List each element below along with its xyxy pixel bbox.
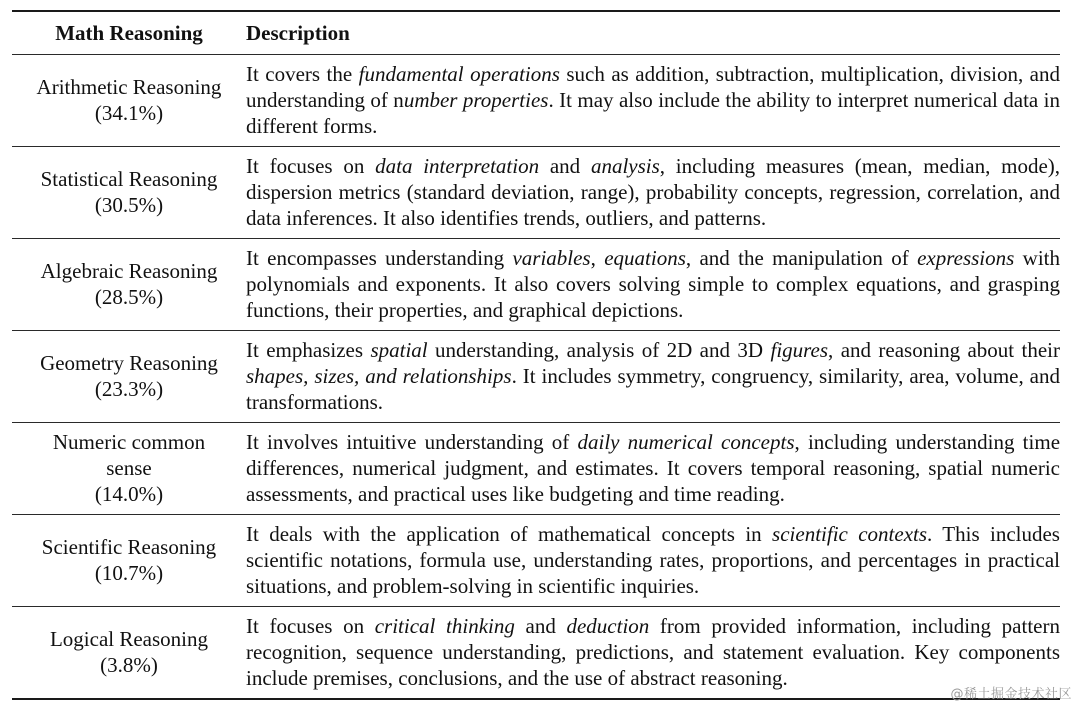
row-category-name: Geometry Reasoning	[40, 351, 218, 375]
row-label-cell	[12, 239, 246, 330]
table-row	[12, 515, 1060, 606]
description-text: It encompasses understanding	[246, 246, 513, 270]
table-header-row	[12, 12, 1060, 54]
watermark-text: @稀土掘金技术社区	[950, 687, 1072, 702]
description-emphasis: spatial	[370, 338, 428, 362]
description-text: It focuses on	[246, 154, 376, 178]
description-text: , and reasoning about their	[828, 338, 1061, 362]
row-category-name: Algebraic Reasoning	[40, 259, 218, 283]
row-category-name: Arithmetic Reasoning	[36, 75, 222, 99]
description-emphasis: shapes, sizes, and relationships	[246, 364, 512, 388]
description-emphasis: analysis	[590, 154, 660, 178]
table-bottom-rule	[12, 698, 1060, 700]
description-text: , including measures (mean, median, mode), dispersion metrics (standard deviation, range), probability concepts, regression, correlation, and data inferences. It also identifies trends, outliers, and patterns.	[246, 154, 1061, 230]
row-percentage: (34.1%)	[94, 101, 164, 125]
row-category-name: sense	[106, 456, 152, 480]
row-percentage: (23.3%)	[94, 377, 164, 401]
description-text: such as addition, subtraction, multiplication, division, and understanding of n	[246, 62, 1060, 112]
description-text: , including understanding time differences, numerical judgment, and estimates. It covers temporal reasoning, spatial numeric assessments, and practical uses like budgeting and time reading.	[246, 430, 1061, 506]
row-description-cell	[246, 147, 1060, 238]
description-text: It covers the	[246, 62, 359, 86]
description-text: from provided information, including pattern recognition, sequence understanding, predictions, and statement evaluation. Key components include premises, conclusions, and the use of abstract reasoning.	[246, 614, 1060, 690]
row-description-cell	[246, 607, 1060, 698]
description-emphasis: variables	[512, 246, 591, 270]
description-emphasis: expressions	[917, 246, 1015, 270]
table-row	[12, 239, 1060, 330]
description-text: and	[514, 614, 567, 638]
description-emphasis: umber properties	[403, 88, 549, 112]
description-text: It deals with the application of mathematical concepts in	[246, 522, 773, 546]
row-description-cell	[246, 423, 1060, 514]
row-label-cell	[12, 515, 246, 606]
description-emphasis: daily numerical concepts	[577, 430, 795, 454]
row-percentage: (28.5%)	[94, 285, 164, 309]
description-emphasis: equations	[604, 246, 686, 270]
description-emphasis: scientific contexts	[772, 522, 928, 546]
description-text: with polynomials and exponents. It also covers solving simple to complex equations, and grasping functions, their properties, and graphical depictions.	[246, 246, 1060, 322]
row-description-cell	[246, 515, 1060, 606]
row-description-cell	[246, 239, 1060, 330]
table-row	[12, 55, 1060, 146]
table-row	[12, 147, 1060, 238]
row-category-name: Logical Reasoning	[49, 627, 209, 651]
table-body	[12, 55, 1060, 698]
description-text: . It includes symmetry, congruency, similarity, area, volume, and transformations.	[246, 364, 1060, 414]
header-description: Description	[246, 21, 350, 45]
description-text: It involves intuitive understanding of	[246, 430, 578, 454]
row-label-cell	[12, 331, 246, 422]
description-text: It focuses on	[246, 614, 375, 638]
row-description-cell	[246, 55, 1060, 146]
description-text: ,	[590, 246, 605, 270]
description-emphasis: data interpretation	[375, 154, 540, 178]
row-label-cell	[12, 55, 246, 146]
description-text: . It may also include the ability to interpret numerical data in different forms.	[246, 88, 1060, 138]
description-text: and	[539, 154, 591, 178]
description-text: , and the manipulation of	[685, 246, 918, 270]
row-category-name: Scientific Reasoning	[41, 535, 217, 559]
description-emphasis: fundamental operations	[358, 62, 560, 86]
row-percentage: (30.5%)	[94, 193, 164, 217]
header-math-reasoning: Math Reasoning	[55, 21, 203, 45]
row-percentage: (10.7%)	[94, 561, 164, 585]
row-category-name: Statistical Reasoning	[40, 167, 218, 191]
row-description-cell	[246, 331, 1060, 422]
row-label-cell	[12, 607, 246, 698]
row-category-name: Numeric common	[52, 430, 206, 454]
description-emphasis: critical thinking	[374, 614, 515, 638]
row-label-cell	[12, 423, 246, 514]
table-row	[12, 423, 1060, 514]
row-label-cell	[12, 147, 246, 238]
table-row	[12, 607, 1060, 698]
row-percentage: (3.8%)	[100, 653, 158, 677]
description-text: It emphasizes	[246, 338, 371, 362]
math-reasoning-table	[12, 10, 1060, 700]
description-text: . This includes scientific notations, formula use, understanding rates, proportions, and percentages in practical situations, and problem-solving in scientific inquiries.	[246, 522, 1060, 598]
description-text: understanding, analysis of 2D and 3D	[427, 338, 771, 362]
table-row	[12, 331, 1060, 422]
row-percentage: (14.0%)	[94, 482, 164, 506]
description-emphasis: deduction	[566, 614, 650, 638]
description-emphasis: figures	[770, 338, 829, 362]
